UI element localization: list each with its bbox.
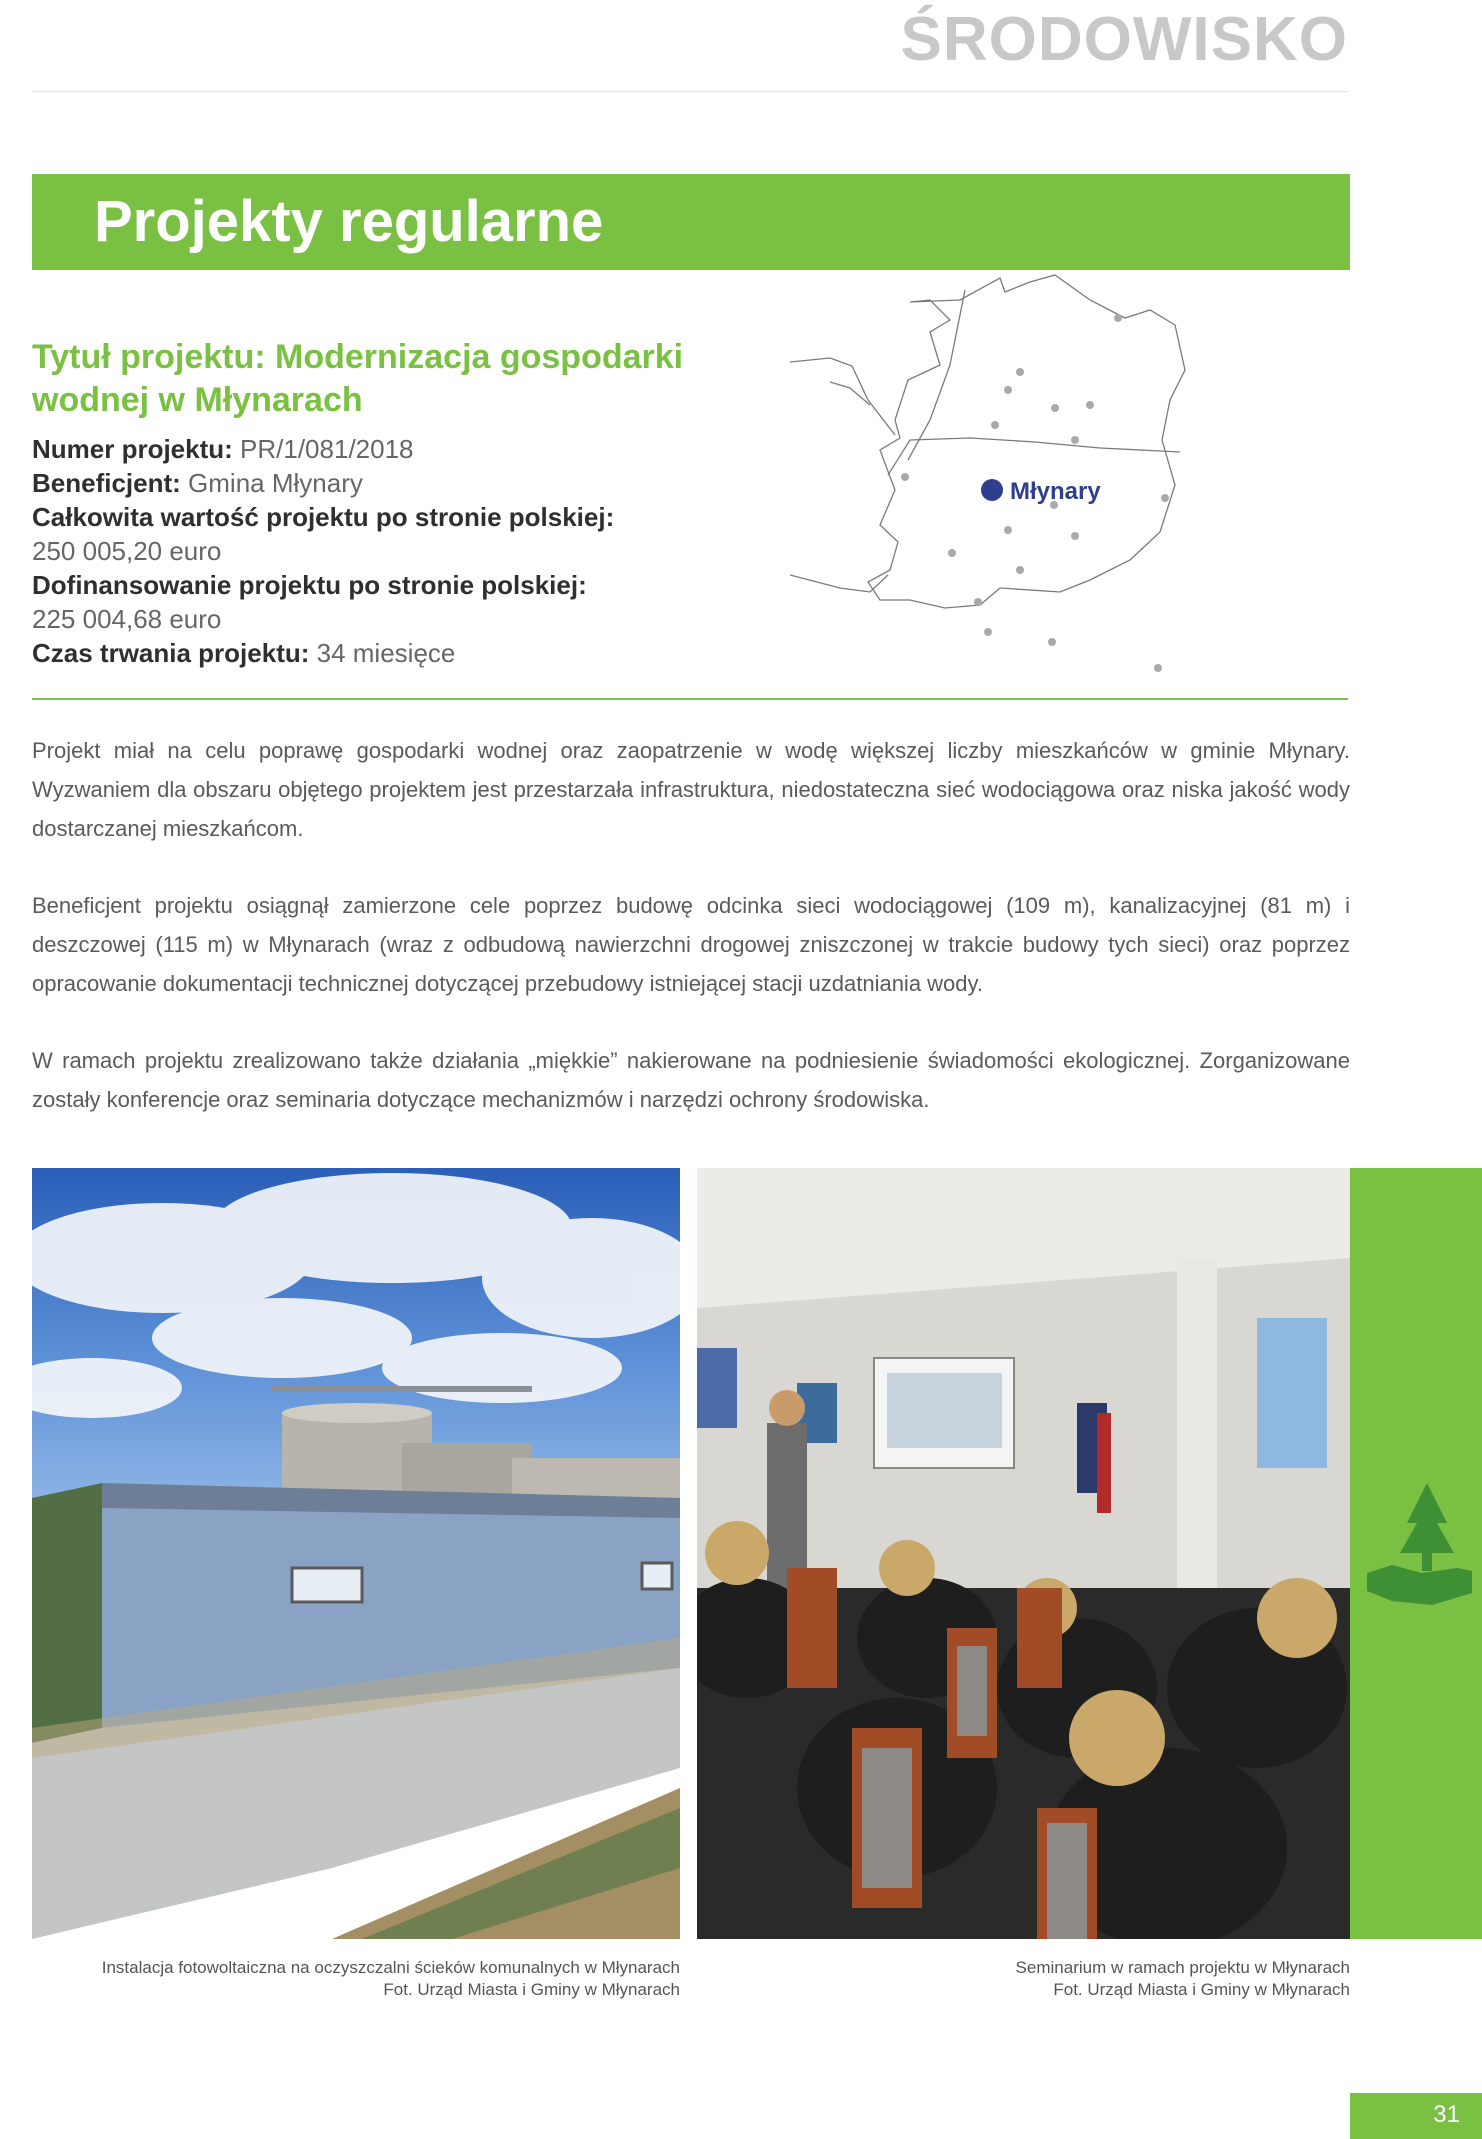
fact-project-number: Numer projektu: PR/1/081/2018: [32, 434, 414, 464]
content-divider: [32, 698, 1348, 700]
description-paragraph-3: W ramach projektu zrealizowano także działania „miękkie” nakierowane na podniesienie świadomości ekologicznej. Zorganizowane zostały konferencje oraz seminaria dotyczące mechanizmów i narzędzi ochrony środowiska.: [32, 1048, 1350, 1112]
description-paragraph-2: Beneficjent projektu osiągnął zamierzone cele poprzez budowę odcinka sieci wodociągowej (109 m), kanalizacyjnej (81 m) i deszczowej (115 m) w Młynarach (wraz z odbudową nawierzchni drogowej zniszczonej w trakcie budowy tych sieci) oraz poprzez opracowanie dokumentacji technicznej dotyczącej przebudowy istniejącej stacji uzdatniania wody.: [32, 893, 1350, 996]
caption-right: [702, 1957, 1350, 2001]
banner-title: Projekty regularne: [94, 189, 604, 254]
caption-right-text: Seminarium w ramach projektu w Młynarach: [1015, 1958, 1350, 1977]
page-number-box: [1350, 2093, 1482, 2139]
map-river-north-2: [830, 382, 870, 405]
photo-seminar: [697, 1168, 1350, 1939]
photo-treatment-plant: [32, 1168, 680, 1939]
project-description: [32, 731, 1350, 1157]
section-banner: [32, 174, 1350, 270]
project-facts: [32, 432, 792, 670]
section-title: ŚRODOWISKO: [900, 5, 1348, 74]
caption-left-text: Instalacja fotowoltaiczna na oczyszczalni ścieków komunalnych w Młynarach: [101, 1958, 680, 1977]
caption-left: [32, 1957, 680, 2001]
region-map: [790, 270, 1350, 690]
fact-duration: Czas trwania projektu: 34 miesięce: [32, 638, 456, 668]
caption-right-credit: Fot. Urząd Miasta i Gminy w Młynarach: [1053, 1980, 1350, 1999]
fact-total-value: 250 005,20 euro: [32, 536, 222, 566]
page-number: 31: [1433, 2101, 1460, 2128]
map-coast: [908, 290, 965, 460]
fact-total-value-label: Całkowita wartość projektu po stronie polskiej:: [32, 502, 615, 532]
tree-in-hand-icon: [1362, 1473, 1472, 1613]
map-river-north: [790, 358, 895, 435]
side-accent-bar: [1350, 1168, 1482, 1939]
caption-left-credit: Fot. Urząd Miasta i Gminy w Młynarach: [383, 1980, 680, 1999]
project-title: Tytuł projektu: Modernizacja gospodarki wodnej w Młynarach: [32, 338, 684, 419]
fact-beneficiary: Beneficjent: Gmina Młynary: [32, 468, 363, 498]
fact-funding-label: Dofinansowanie projektu po stronie polskiej:: [32, 570, 587, 600]
map-border-line: [888, 438, 1180, 475]
description-paragraph-1: Projekt miał na celu poprawę gospodarki wodnej oraz zaopatrzenie w wodę większej liczby mieszkańców w gminie Młynary. Wyzwaniem dla obszaru objętego projektem jest przestarzała infrastruktura, niedostateczna sieć wodociągowa oraz niska jakość wody dostarczanej mieszkańcom.: [32, 738, 1350, 841]
map-location-label: Młynary: [1010, 478, 1101, 505]
mlynary-marker: [981, 479, 1003, 501]
fact-funding: 225 004,68 euro: [32, 604, 222, 634]
map-river-south: [790, 575, 888, 592]
header-divider: [32, 91, 1348, 92]
